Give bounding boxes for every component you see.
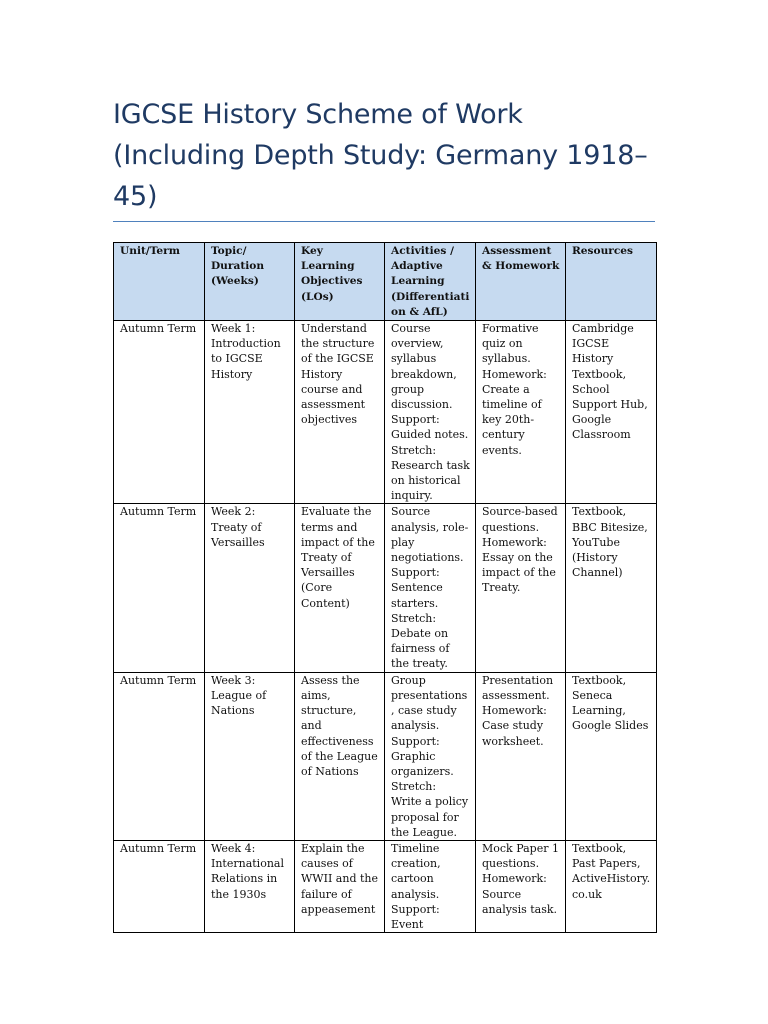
cell-assessment: Source-based questions. Homework: Essay on the impact of the Treaty.: [476, 504, 566, 672]
cell-activities: Group presentations, case study analysis. Support: Graphic organizers. Stretch: Write a policy proposal for the League.: [385, 672, 476, 840]
cell-unit: Autumn Term: [114, 321, 205, 504]
table-row: [114, 321, 657, 504]
table-row: [114, 504, 657, 672]
header-resources: Resources: [566, 243, 657, 321]
cell-resources: Textbook, Seneca Learning, Google Slides: [566, 672, 657, 840]
cell-unit: Autumn Term: [114, 840, 205, 932]
header-assessment-homework: Assessment & Homework: [476, 243, 566, 321]
cell-objectives: Assess the aims, structure, and effectiveness of the League of Nations: [295, 672, 385, 840]
cell-resources: Textbook, BBC Bitesize, YouTube (History Channel): [566, 504, 657, 672]
cell-topic: Week 2: Treaty of Versailles: [205, 504, 295, 672]
scheme-of-work-table: [113, 242, 657, 933]
table-header-row: [114, 243, 657, 321]
title-underline: [113, 221, 655, 222]
header-activities: Activities / Adaptive Learning (Differentiation & AfL): [385, 243, 476, 321]
table-row: [114, 840, 657, 932]
header-unit-term: Unit/Term: [114, 243, 205, 321]
cell-topic: Week 4: International Relations in the 1930s: [205, 840, 295, 932]
cell-resources: Textbook, Past Papers, ActiveHistory.co.uk: [566, 840, 657, 932]
cell-activities: Timeline creation, cartoon analysis. Support: Event: [385, 840, 476, 932]
cell-objectives: Evaluate the terms and impact of the Treaty of Versailles (Core Content): [295, 504, 385, 672]
document-title: IGCSE History Scheme of Work (Including Depth Study: Germany 1918–45): [113, 99, 648, 212]
cell-assessment: Mock Paper 1 questions. Homework: Source analysis task.: [476, 840, 566, 932]
cell-topic: Week 1: Introduction to IGCSE History: [205, 321, 295, 504]
cell-activities: Source analysis, role-play negotiations. Support: Sentence starters. Stretch: Debate on fairness of the treaty.: [385, 504, 476, 672]
cell-activities: Course overview, syllabus breakdown, group discussion. Support: Guided notes. Stretch: Research task on historical inquiry.: [385, 321, 476, 504]
cell-unit: Autumn Term: [114, 504, 205, 672]
cell-unit: Autumn Term: [114, 672, 205, 840]
header-key-learning-objectives: Key Learning Objectives (LOs): [295, 243, 385, 321]
cell-topic: Week 3: League of Nations: [205, 672, 295, 840]
header-topic-duration: Topic/ Duration (Weeks): [205, 243, 295, 321]
cell-assessment: Formative quiz on syllabus. Homework: Create a timeline of key 20th-century events.: [476, 321, 566, 504]
table-row: [114, 672, 657, 840]
cell-assessment: Presentation assessment. Homework: Case study worksheet.: [476, 672, 566, 840]
cell-resources: Cambridge IGCSE History Textbook, School Support Hub, Google Classroom: [566, 321, 657, 504]
cell-objectives: Understand the structure of the IGCSE History course and assessment objectives: [295, 321, 385, 504]
cell-objectives: Explain the causes of WWII and the failure of appeasement: [295, 840, 385, 932]
